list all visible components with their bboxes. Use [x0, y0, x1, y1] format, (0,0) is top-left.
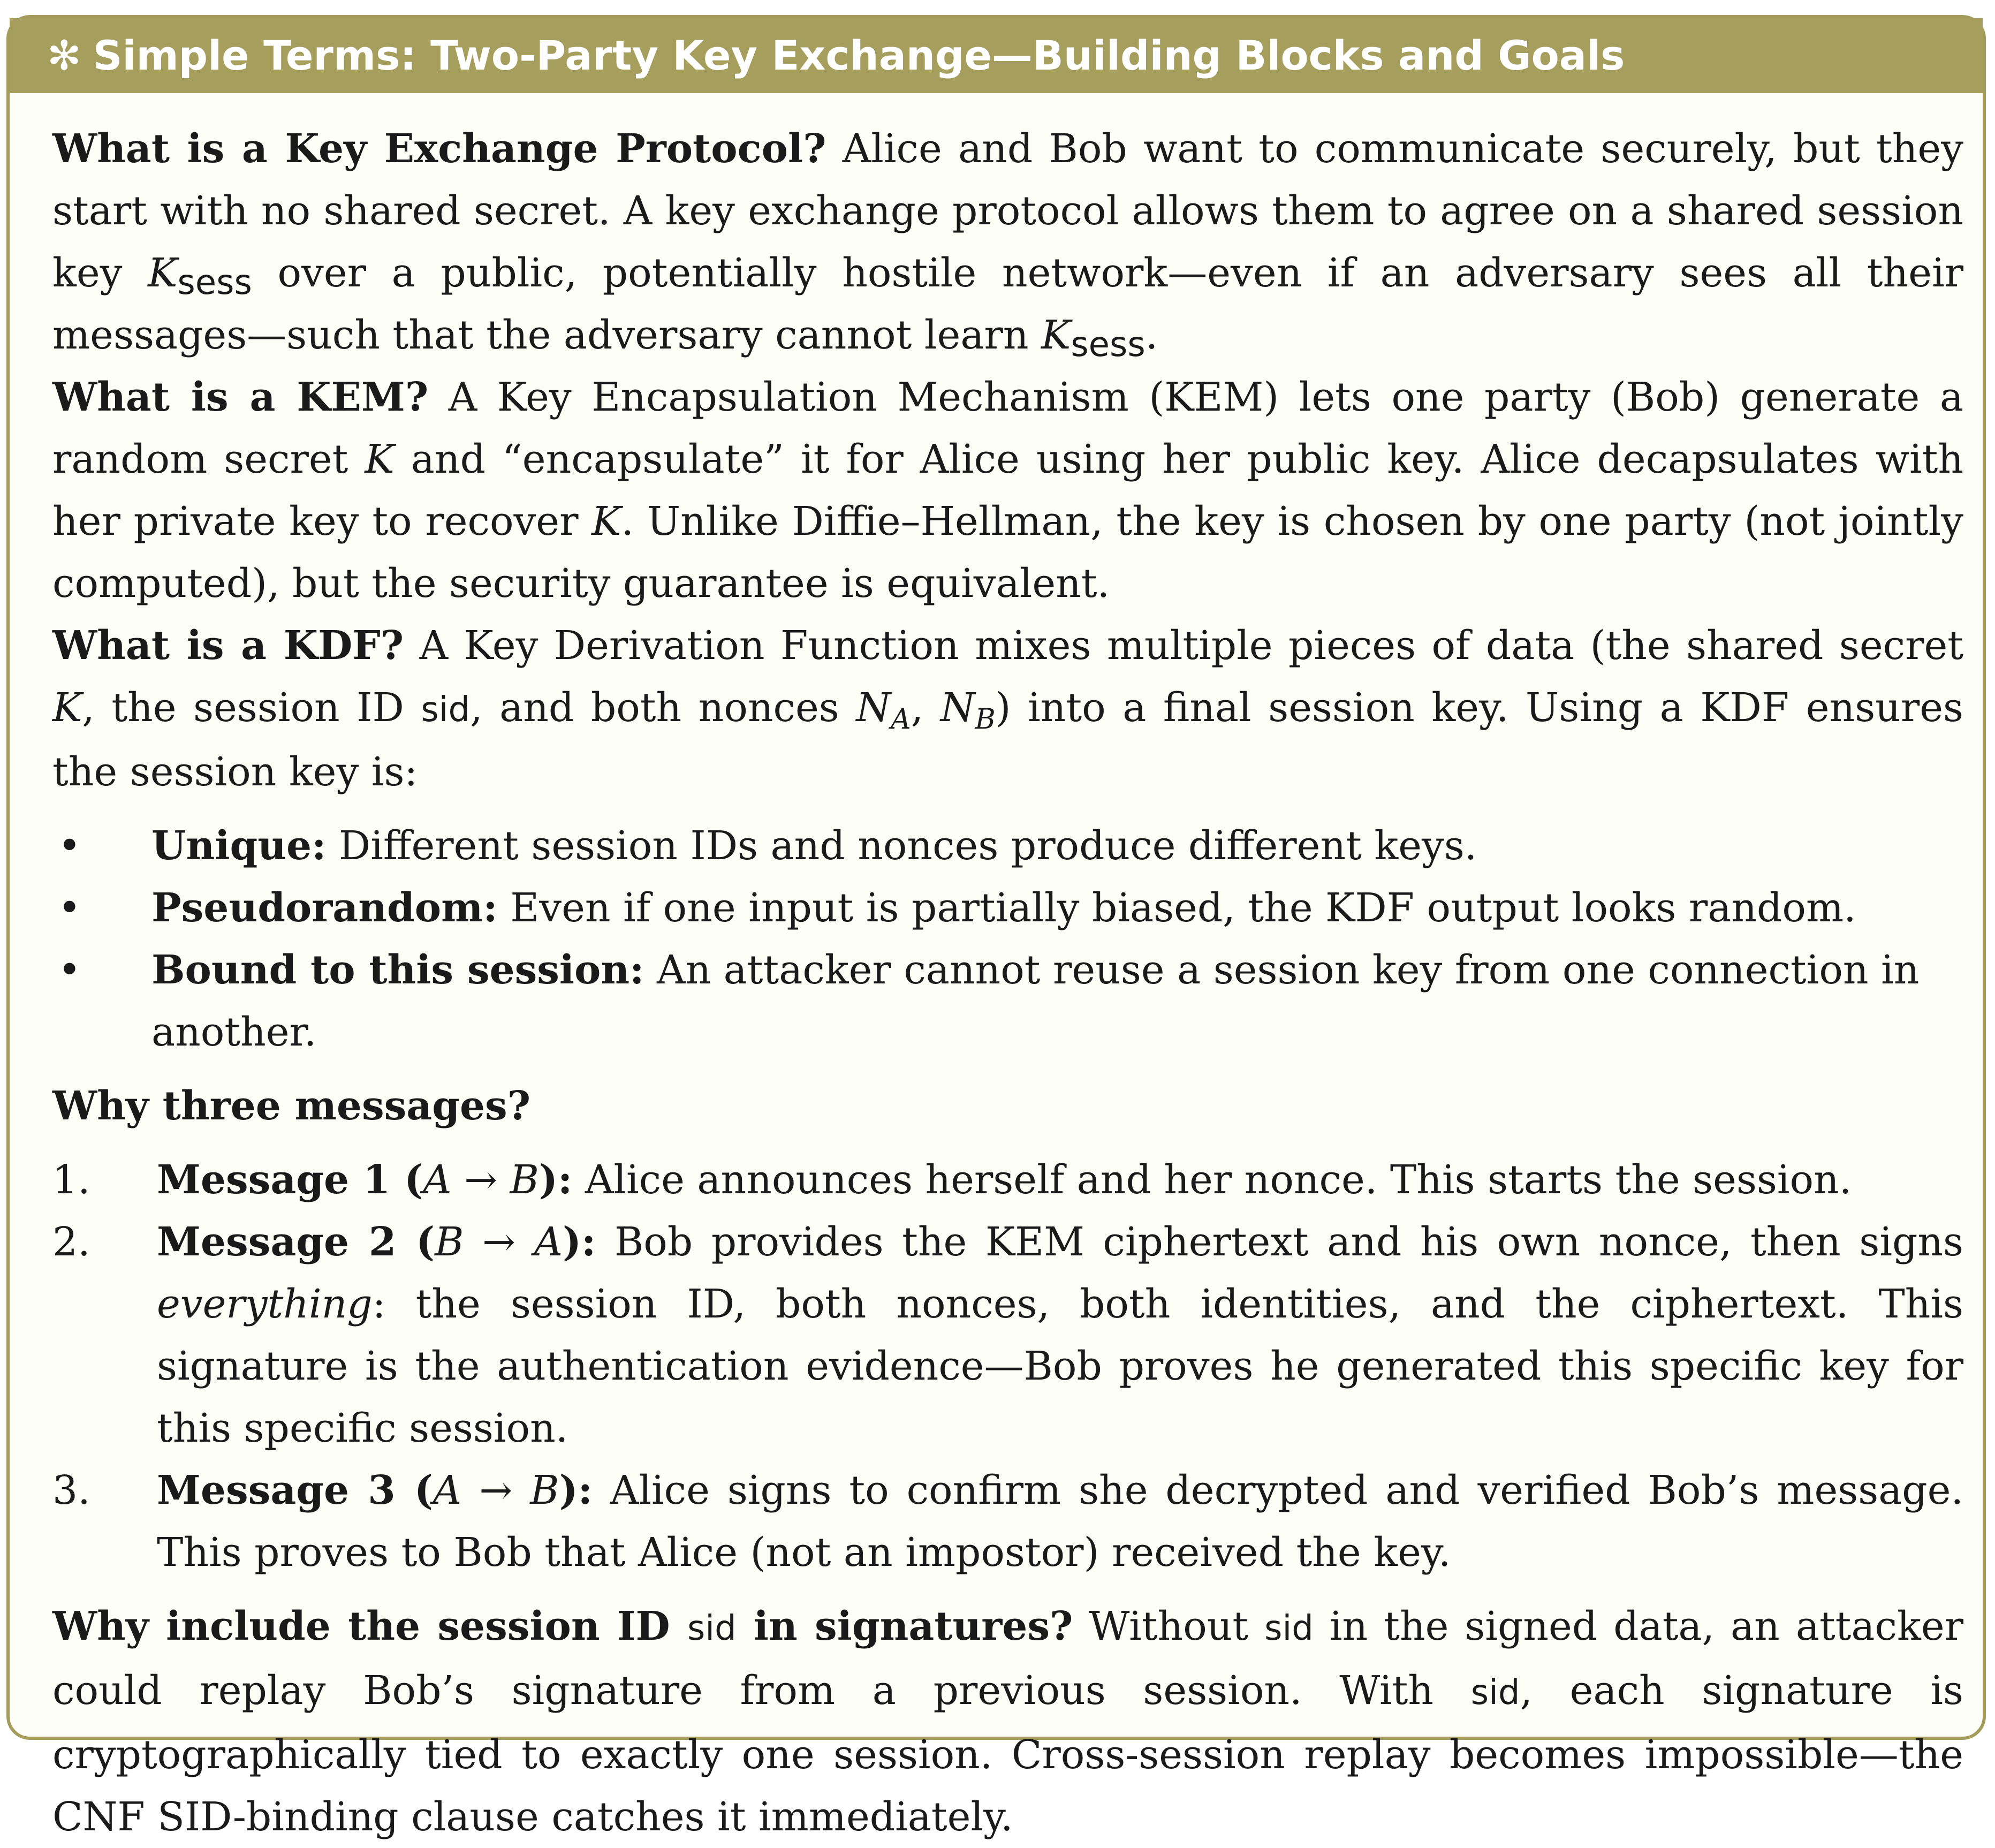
math-b-subscript: B	[975, 703, 996, 736]
step-label-text: Message 1 (	[157, 1157, 423, 1203]
math-sid: sid	[421, 690, 471, 730]
list-item	[52, 877, 1963, 939]
box-content	[52, 118, 1963, 1848]
math-n: N	[856, 685, 891, 731]
simple-terms-box	[6, 15, 1986, 1840]
key-exchange-text: Alice and Bob want to communicate securely, but they start with no shared secret. A key exchange protocol allows them to agree on a shared session key	[52, 126, 1963, 296]
math-b: B	[510, 1157, 540, 1203]
math-a: A	[433, 1467, 462, 1513]
key-exchange-text: over a public, potentially hostile network—even if an adversary sees all their messages—such that the adversary cannot learn	[52, 250, 1963, 358]
key-exchange-paragraph	[52, 118, 1963, 366]
math-b: B	[435, 1219, 464, 1265]
kem-heading: What is a KEM?	[52, 374, 429, 420]
math-a-subscript: A	[891, 703, 911, 736]
step-text: Alice announces herself and her nonce. This starts the session.	[572, 1157, 1852, 1203]
kem-text: and “encapsulate” it for Alice using her public key. Alice decapsulates with her private key to recover	[52, 436, 1964, 544]
kem-text: A Key Encapsulation Mechanism (KEM) lets one party (Bob) generate a random secret	[52, 374, 1963, 482]
math-comma: ,	[911, 685, 940, 731]
step-label	[157, 1467, 593, 1513]
step-label-text: ):	[539, 1157, 573, 1203]
math-sid: sid	[1470, 1673, 1520, 1713]
step-number: 2.	[52, 1219, 90, 1265]
sid-heading-text: Why include the session ID	[52, 1603, 687, 1649]
step-number: 1.	[52, 1157, 90, 1203]
step-label-text: ):	[563, 1219, 596, 1265]
sid-text: , each signature is cryptographically tied to exactly one session. Cross-session replay becomes impossible—the CNF SID-binding clause catches it immediately.	[52, 1668, 1963, 1840]
list-item-label: Unique:	[151, 823, 327, 869]
kdf-paragraph	[52, 615, 1963, 803]
emphasis-text: everything	[157, 1281, 373, 1327]
list-item-text: An attacker cannot reuse a session key from one connection in another.	[151, 947, 1920, 1055]
kem-paragraph	[52, 366, 1963, 615]
math-k: K	[52, 685, 82, 731]
list-item-text: Even if one input is partially biased, the KDF output looks random.	[497, 885, 1856, 931]
math-k: K	[148, 250, 178, 296]
step-text: Alice signs to confirm she decrypted and verified Bob’s message. This proves to Bob that Alice (not an impostor) received the key.	[157, 1467, 1963, 1576]
kdf-text: ) into a final session key. Using a KDF ensures the session key is:	[52, 685, 1963, 795]
step-number: 3.	[52, 1467, 90, 1513]
list-item	[52, 1211, 1963, 1459]
step-text: Bob provides the KEM ciphertext and his own nonce, then signs	[596, 1219, 1963, 1265]
asterisk-icon: ✻	[47, 32, 81, 79]
kdf-text: A Key Derivation Function mixes multiple pieces of data (the shared secret	[404, 623, 1963, 669]
kem-text: . Unlike Diffie–Hellman, the key is chosen by one party (not jointly computed), but the security guarantee is equivalent.	[52, 498, 1963, 607]
step-label-text: ):	[559, 1467, 593, 1513]
list-item-label: Bound to this session:	[151, 947, 644, 993]
bullet-icon: •	[58, 947, 81, 993]
math-n: N	[940, 685, 975, 731]
bullet-icon: •	[58, 823, 81, 869]
sid-heading	[52, 1603, 1073, 1649]
why-three-heading: Why three messages?	[52, 1083, 531, 1129]
arrow-icon: →	[461, 1467, 530, 1513]
math-sid: sid	[687, 1609, 737, 1648]
list-item-text: Different session IDs and nonces produce different keys.	[326, 823, 1477, 869]
math-sess-subscript: sess	[177, 263, 252, 302]
sid-paragraph	[52, 1595, 1963, 1848]
list-item	[52, 939, 1963, 1063]
list-item	[52, 1459, 1963, 1584]
math-k: K	[365, 436, 395, 482]
sid-text: Without	[1073, 1603, 1265, 1649]
step-label	[157, 1157, 572, 1203]
list-item	[52, 1149, 1963, 1211]
sid-text: in the signed data, an attacker could replay Bob’s signature from a previous session. With	[52, 1603, 1963, 1714]
step-label-text: Message 2 (	[157, 1219, 435, 1265]
list-item	[52, 815, 1963, 877]
key-exchange-heading: What is a Key Exchange Protocol?	[52, 126, 826, 172]
math-b: B	[530, 1467, 559, 1513]
bullet-icon: •	[58, 885, 81, 931]
step-label-text: Message 3 (	[157, 1467, 433, 1513]
kdf-properties-list	[52, 815, 1963, 1063]
step-label	[157, 1219, 596, 1265]
key-exchange-text: .	[1145, 312, 1158, 358]
math-sid: sid	[1264, 1609, 1314, 1648]
math-a: A	[423, 1157, 452, 1203]
kdf-text: , the session ID	[82, 685, 421, 731]
message-steps-list	[52, 1149, 1963, 1584]
box-title: Simple Terms: Two-Party Key Exchange—Building Blocks and Goals	[93, 32, 1625, 79]
sid-heading-text: in signatures?	[736, 1603, 1073, 1649]
math-k: K	[1041, 312, 1071, 358]
box-header	[10, 18, 1983, 93]
math-a: A	[534, 1219, 563, 1265]
math-sess-subscript: sess	[1071, 325, 1146, 365]
math-k: K	[591, 498, 621, 544]
arrow-icon: →	[451, 1157, 510, 1203]
step-text: : the session ID, both nonces, both identities, and the ciphertext. This signature is the authentication evidence—Bob proves he generated this specific key for this specific session.	[157, 1281, 1963, 1451]
list-item-label: Pseudorandom:	[151, 885, 498, 931]
kdf-heading: What is a KDF?	[52, 623, 404, 669]
kdf-text: , and both nonces	[470, 685, 856, 731]
arrow-icon: →	[464, 1219, 534, 1265]
